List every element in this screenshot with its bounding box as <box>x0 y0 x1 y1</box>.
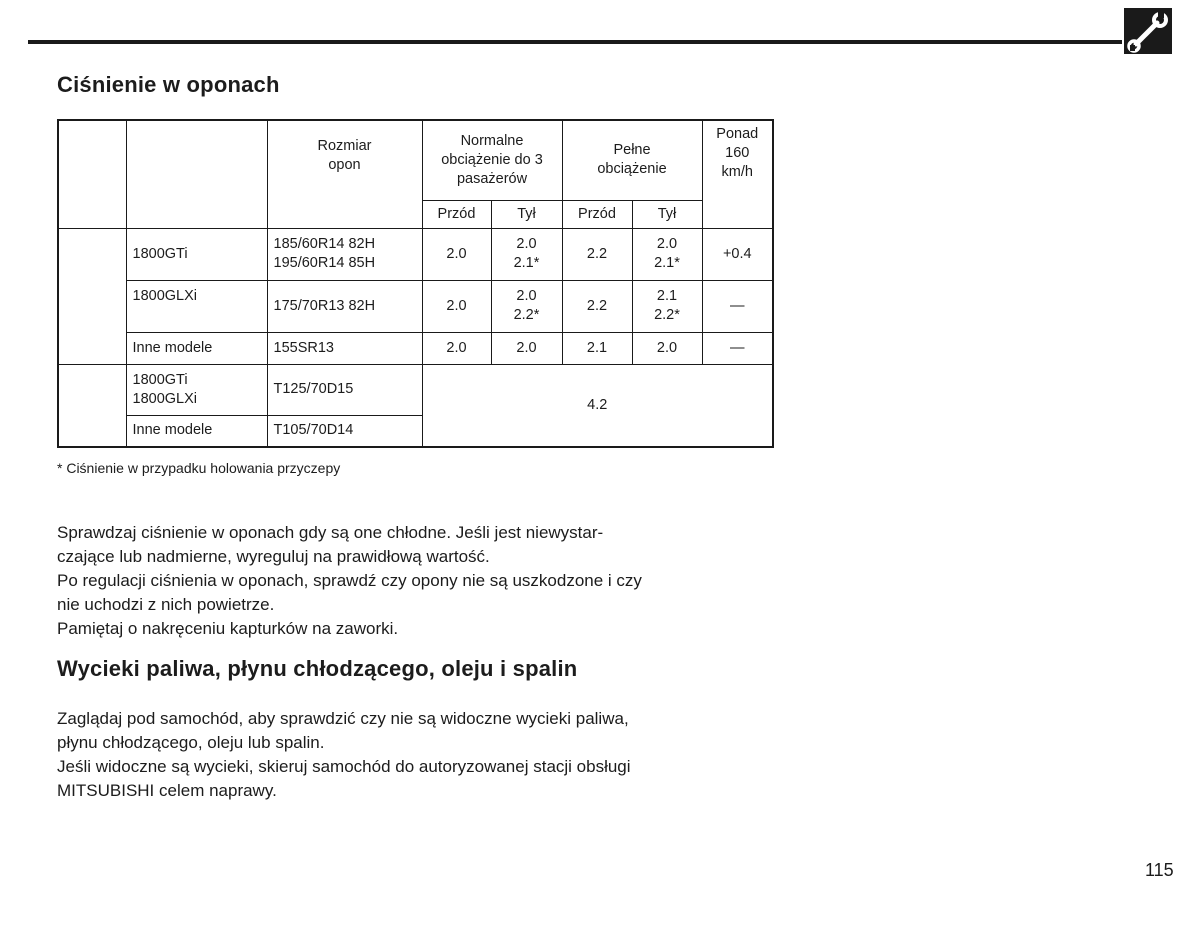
paragraph-leaks: Zaglądaj pod samochód, aby sprawdzić czy nie są widoczne wycieki paliwa, płynu chłodzącego, oleju lub spalin. Jeśli widoczne są wycieki, skieruj samochód do autoryzowanej stacji obsługi MITSUBISHI celem naprawy. <box>57 709 631 800</box>
value-cell: 2.0 <box>422 280 491 332</box>
value-cell: 2.0 <box>422 228 491 280</box>
model-cell: 1800GTi 1800GLXi <box>126 364 267 415</box>
header-rule <box>28 40 1122 44</box>
value-cell: — <box>702 280 773 332</box>
header-normal-load: Normalne obciążenie do 3 pasażerów <box>422 120 562 200</box>
header-front: Przód <box>562 200 632 228</box>
page-number: 115 <box>1145 860 1174 880</box>
tire-size-cell: 155SR13 <box>267 332 422 364</box>
blank-header-cell <box>58 120 126 228</box>
wrench-icon <box>1124 8 1172 54</box>
value-cell: 2.2 <box>562 280 632 332</box>
value-cell: — <box>702 332 773 364</box>
value-cell: 2.0 <box>632 332 702 364</box>
value-cell: 2.1 2.2* <box>632 280 702 332</box>
header-rear: Tył <box>491 200 562 228</box>
header-over-160: Ponad 160 km/h <box>702 120 773 228</box>
model-cell: Inne modele <box>126 332 267 364</box>
model-cell: 1800GLXi <box>126 280 267 332</box>
table-row <box>58 228 773 280</box>
tire-size-cell: T125/70D15 <box>267 364 422 415</box>
tire-size-cell: 175/70R13 82H <box>267 280 422 332</box>
blank-group-cell <box>58 364 126 447</box>
header-rear: Tył <box>632 200 702 228</box>
model-cell: Inne modele <box>126 415 267 447</box>
value-cell: 2.0 <box>422 332 491 364</box>
tire-size-cell: 185/60R14 82H 195/60R14 85H <box>267 228 422 280</box>
table-row <box>58 364 773 415</box>
value-cell: 2.0 2.1* <box>491 228 562 280</box>
value-cell: 2.0 2.2* <box>491 280 562 332</box>
header-front: Przód <box>422 200 491 228</box>
section-title-leaks: Wycieki paliwa, płynu chłodzącego, oleju i spalin <box>57 656 578 681</box>
value-cell: 2.0 2.1* <box>632 228 702 280</box>
tire-pressure-table <box>57 119 774 448</box>
value-cell: 2.1 <box>562 332 632 364</box>
value-cell: 2.0 <box>491 332 562 364</box>
blank-header-cell <box>126 120 267 228</box>
section-title-tire-pressure: Ciśnienie w oponach <box>57 72 280 97</box>
model-cell: 1800GTi <box>126 228 267 280</box>
tire-size-cell: T105/70D14 <box>267 415 422 447</box>
header-full-load: Pełne obciążenie <box>562 120 702 200</box>
header-tire-size: Rozmiar opon <box>267 120 422 228</box>
spare-pressure-cell: 4.2 <box>422 364 773 447</box>
value-cell: 2.2 <box>562 228 632 280</box>
paragraph-tire-check: Sprawdzaj ciśnienie w oponach gdy są one chłodne. Jeśli jest niewystar- czające lub nadmierne, wyreguluj na prawidłową wartość. Po regulacji ciśnienia w oponach, sprawdź czy opony nie są uszkodzone i czy nie uchodzi z nich powietrze. Pamiętaj o nakręceniu kapturków na zaworki. <box>57 523 642 638</box>
footnote: * Ciśnienie w przypadku holowania przyczepy <box>57 460 341 476</box>
blank-group-cell <box>58 228 126 364</box>
value-cell: +0.4 <box>702 228 773 280</box>
table-row <box>58 332 773 364</box>
table-row <box>58 280 773 332</box>
